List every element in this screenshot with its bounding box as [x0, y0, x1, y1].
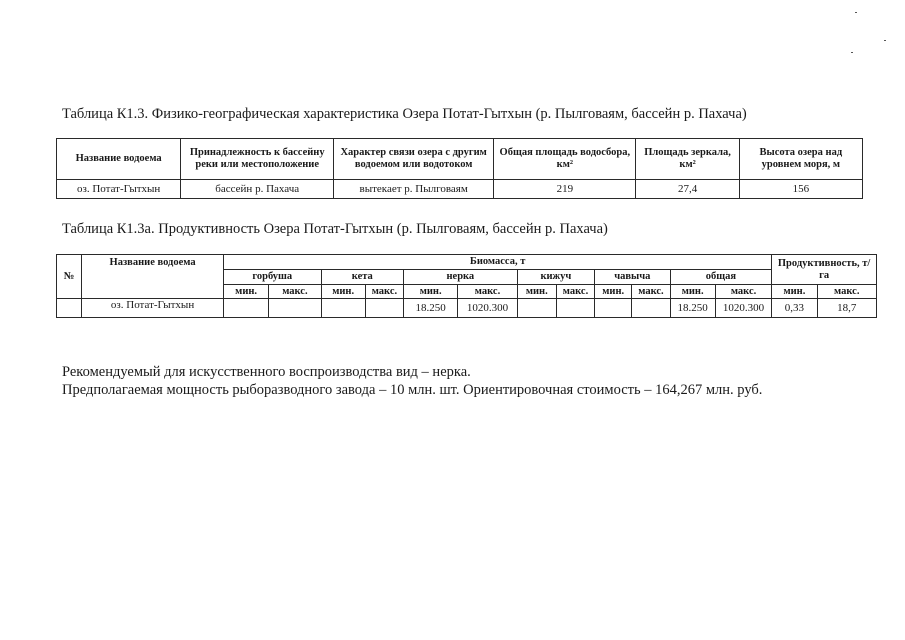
cell-sockeye-min: 18.250 — [404, 299, 458, 318]
header-catchment-area: Общая площадь водосбора, км² — [494, 139, 636, 180]
header-max: макс. — [365, 285, 403, 299]
cell-coho-min — [517, 299, 556, 318]
cell-total-min: 18.250 — [670, 299, 715, 318]
header-species-chum: кета — [321, 270, 403, 285]
cell-lake-name: оз. Потат-Гытхын — [57, 180, 181, 199]
table-header-row — [57, 255, 877, 270]
header-number: № — [57, 255, 82, 299]
cell-catchment-area: 219 — [494, 180, 636, 199]
header-min: мин. — [223, 285, 268, 299]
table-row — [57, 299, 877, 318]
cell-pink-salmon-max — [269, 299, 321, 318]
cell-basin: бассейн р. Пахача — [181, 180, 334, 199]
header-max: макс. — [632, 285, 670, 299]
header-max: макс. — [269, 285, 321, 299]
scan-speck — [855, 12, 857, 13]
cell-total-max: 1020.300 — [715, 299, 771, 318]
cell-chinook-min — [595, 299, 632, 318]
cell-productivity-max: 18,7 — [817, 299, 876, 318]
header-species-chinook: чавыча — [595, 270, 670, 285]
hatchery-capacity-note: Предполагаемая мощность рыборазводного завода – 10 млн. шт. Ориентировочная стоимость – 164,267 млн. руб. — [62, 382, 763, 398]
cell-connection: вытекает р. Пылговаям — [334, 180, 494, 199]
header-min: мин. — [670, 285, 715, 299]
header-min: мин. — [321, 285, 365, 299]
cell-pink-salmon-min — [223, 299, 268, 318]
header-min: мин. — [595, 285, 632, 299]
cell-number — [57, 299, 82, 318]
header-max: макс. — [715, 285, 771, 299]
header-min: мин. — [404, 285, 458, 299]
cell-sockeye-max: 1020.300 — [458, 299, 517, 318]
cell-altitude: 156 — [739, 180, 862, 199]
header-connection: Характер связи озера с другим водоемом или водотоком — [334, 139, 494, 180]
scan-speck — [851, 52, 853, 53]
header-species-sockeye: нерка — [404, 270, 518, 285]
lake-characteristics-table — [56, 138, 863, 199]
table2-caption: Таблица К1.3а. Продуктивность Озера Потат-Гытхын (р. Пылговаям, бассейн р. Пахача) — [62, 221, 608, 237]
table-header-row — [57, 139, 863, 180]
header-species-coho: кижуч — [517, 270, 594, 285]
header-max: макс. — [458, 285, 517, 299]
header-min: мин. — [517, 285, 556, 299]
header-lake-name: Название водоема — [82, 255, 224, 299]
header-max: макс. — [556, 285, 594, 299]
cell-chum-min — [321, 299, 365, 318]
header-lake-name: Название водоема — [57, 139, 181, 180]
cell-chinook-max — [632, 299, 670, 318]
lake-productivity-table — [56, 254, 877, 318]
recommendation-note: Рекомендуемый для искусственного воспроизводства вид – нерка. — [62, 364, 471, 380]
header-species-total: общая — [670, 270, 772, 285]
header-basin: Принадлежность к бассейну реки или местоположение — [181, 139, 334, 180]
header-max: макс. — [817, 285, 876, 299]
table-row — [57, 180, 863, 199]
cell-lake-name: оз. Потат-Гытхын — [82, 299, 224, 318]
scan-speck — [884, 40, 886, 41]
header-biomass: Биомасса, т — [223, 255, 771, 270]
cell-productivity-min: 0,33 — [772, 299, 817, 318]
cell-coho-max — [556, 299, 594, 318]
header-altitude: Высота озера над уровнем моря, м — [739, 139, 862, 180]
header-mirror-area: Площадь зеркала, км² — [636, 139, 739, 180]
table1-caption: Таблица К1.3. Физико-географическая характеристика Озера Потат-Гытхын (р. Пылговаям, бассейн р. Пахача) — [62, 106, 747, 122]
header-min: мин. — [772, 285, 817, 299]
cell-mirror-area: 27,4 — [636, 180, 739, 199]
header-species-pink-salmon: горбуша — [223, 270, 321, 285]
header-productivity: Продуктивность, т/га — [772, 255, 877, 285]
cell-chum-max — [365, 299, 403, 318]
